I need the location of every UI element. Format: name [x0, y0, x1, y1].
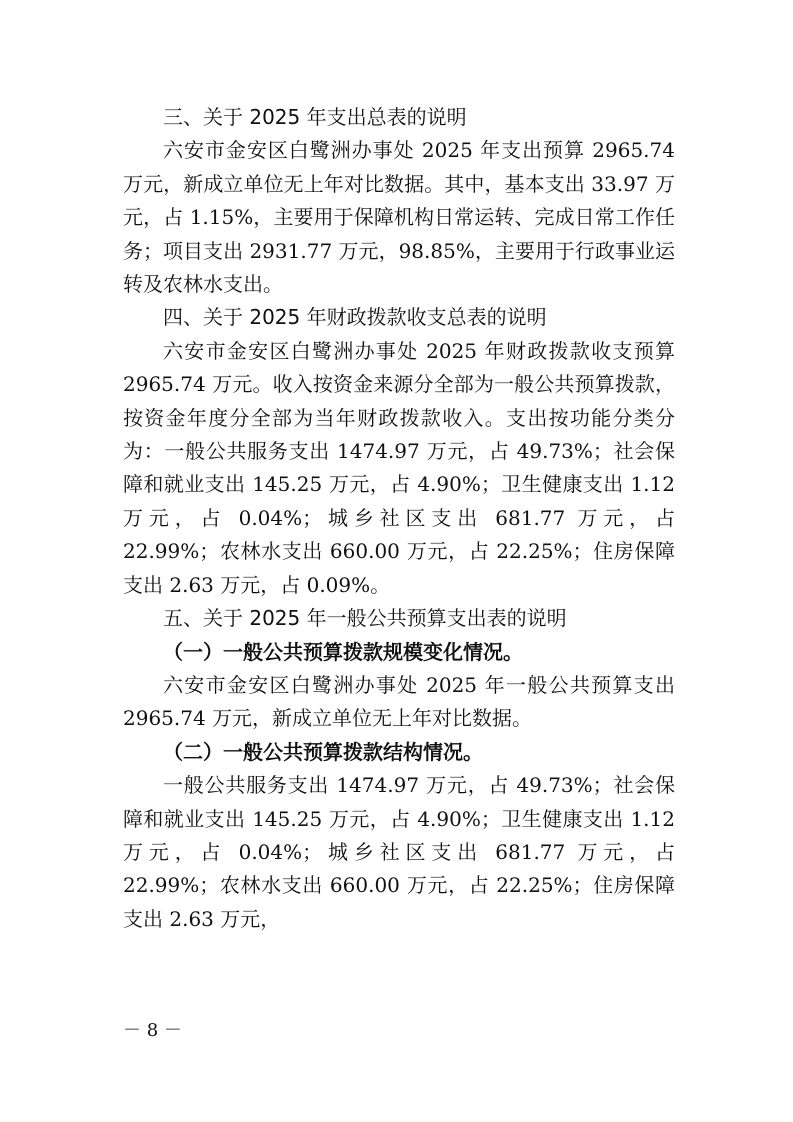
- paragraph-structure: 一般公共服务支出 1474.97 万元，占 49.73%；社会保障和就业支出 145.25 万元，占 4.90%；卫生健康支出 1.12 万元，占 0.04%；城乡社区支出 681.77 万元，占 22.99%；农林水支出 660.00 万元，占 22.25%；住房保障支出 2.63 万元，: [123, 773, 675, 931]
- subheading-2: （二）一般公共预算拨款结构情况。: [163, 739, 483, 764]
- paragraph-fiscal-allocation: 六安市金安区白鹭洲办事处 2025 年财政拨款收支预算 2965.74 万元。收入按资金来源分全部为一般公共预算拨款，按资金年度分全部为当年财政拨款收入。支出按功能分类分为：一般公共服务支出 1474.97 万元，占 49.73%；社会保障和就业支出 145.25 万元，占 4.90%；卫生健康支出 1.12 万元，占 0.04%；城乡社区支出 681.77 万元，占 22.99%；农林水支出 660.00 万元，占 22.25%；住房保障支出 2.63 万元，占 0.09%。: [123, 338, 675, 597]
- page-number: － 8 －: [123, 1020, 182, 1041]
- paragraph-scale-change: 六安市金安区白鹭洲办事处 2025 年一般公共预算支出 2965.74 万元，新成立单位无上年对比数据。: [123, 672, 675, 731]
- section-heading-4: 四、关于 2025 年财政拨款收支总表的说明: [163, 305, 547, 330]
- paragraph-expenditure-summary: 六安市金安区白鹭洲办事处 2025 年支出预算 2965.74 万元，新成立单位无上年对比数据。其中，基本支出 33.97 万元，占 1.15%，主要用于保障机构日常运转、完成日常工作任务；项目支出 2931.77 万元，98.85%，主要用于行政事业运转及农林水支出。: [123, 138, 675, 297]
- section-heading-3: 三、关于 2025 年支出总表的说明: [163, 105, 467, 129]
- subheading-1: （一）一般公共预算拨款规模变化情况。: [163, 639, 523, 664]
- section-heading-5: 五、关于 2025 年一般公共预算支出表的说明: [163, 606, 567, 631]
- document-body: [123, 101, 675, 936]
